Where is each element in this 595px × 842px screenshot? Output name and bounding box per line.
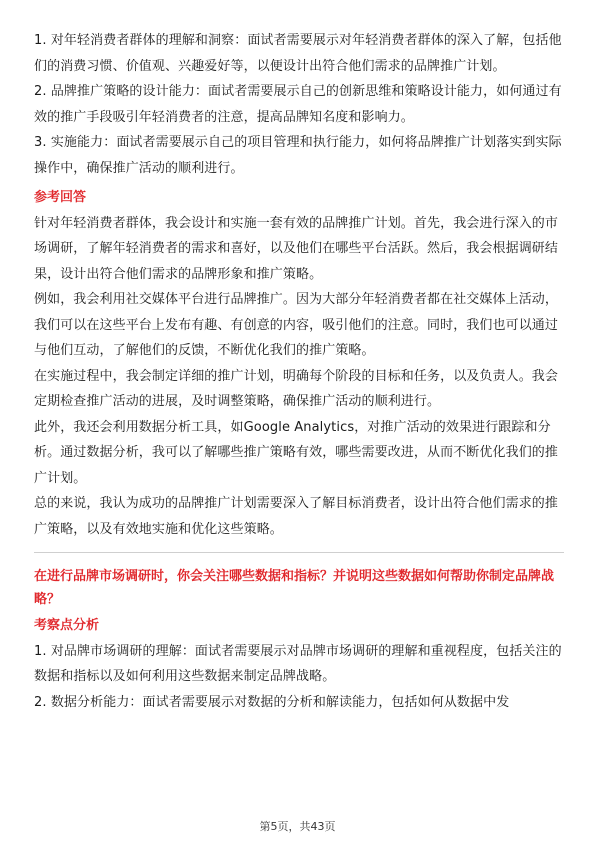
question-title: 在进行品牌市场调研时，你会关注哪些数据和指标？并说明这些数据如何帮助你制定品牌战略？ [34, 569, 555, 607]
answer-paragraph: 此外，我还会利用数据分析工具，如Google Analytics，对推广活动的效果进行跟踪和分析。通过数据分析，我可以了解哪些推广策略有效，哪些需要改进，从而不断优化我们的推广计划。 [34, 419, 559, 486]
answer-paragraph: 总的来说，我认为成功的品牌推广计划需要深入了解目标消费者，设计出符合他们需求的推广策略，以及有效地实施和优化这些策略。 [34, 496, 559, 537]
evaluation-point-2: 2. 品牌推广策略的设计能力：面试者需要展示自己的创新思维和策略设计能力，如何通过有效的推广手段吸引年轻消费者的注意，提高品牌知名度和影响力。 [34, 84, 562, 125]
page-content [34, 28, 564, 715]
analysis-heading: 考察点分析 [34, 618, 100, 633]
answer-paragraph: 在实施过程中，我会制定详细的推广计划，明确每个阶段的目标和任务，以及负责人。我会定期检查推广活动的进展，及时调整策略，确保推广活动的顺利进行。 [34, 368, 559, 409]
reference-answer-heading: 参考回答 [34, 190, 87, 205]
analysis-point-2: 2. 数据分析能力：面试者需要展示对数据的分析和解读能力，包括如何从数据中发 [34, 694, 510, 710]
page-number: 第5页，共43页 [259, 820, 336, 833]
section-divider [34, 552, 564, 553]
answer-paragraph: 针对年轻消费者群体，我会设计和实施一套有效的品牌推广计划。首先，我会进行深入的市场调研，了解年轻消费者的需求和喜好，以及他们在哪些平台活跃。然后，我会根据调研结果，设计出符合他们需求的品牌形象和推广策略。 [34, 215, 559, 282]
analysis-point-1: 1. 对品牌市场调研的理解：面试者需要展示对品牌市场调研的理解和重视程度，包括关注的数据和指标以及如何利用这些数据来制定品牌战略。 [34, 643, 562, 684]
evaluation-point-1: 1. 对年轻消费者群体的理解和洞察：面试者需要展示对年轻消费者群体的深入了解，包括他们的消费习惯、价值观、兴趣爱好等，以便设计出符合他们需求的品牌推广计划。 [34, 33, 562, 74]
answer-paragraph: 例如，我会利用社交媒体平台进行品牌推广。因为大部分年轻消费者都在社交媒体上活动，我们可以在这些平台上发布有趣、有创意的内容，吸引他们的注意。同时，我们也可以通过与他们互动，了解他们的反馈，不断优化我们的推广策略。 [34, 292, 559, 358]
evaluation-point-3: 3. 实施能力：面试者需要展示自己的项目管理和执行能力，如何将品牌推广计划落实到实际操作中，确保推广活动的顺利进行。 [34, 135, 562, 176]
